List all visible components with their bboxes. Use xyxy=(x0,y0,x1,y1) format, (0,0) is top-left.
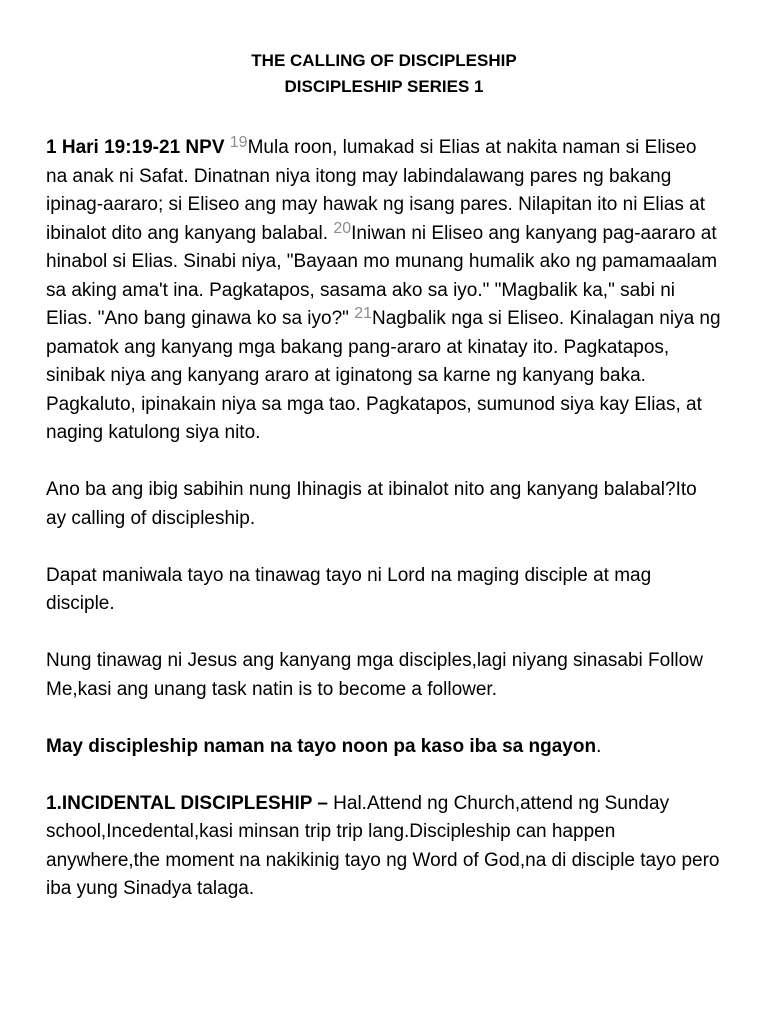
incidental-text: Hal.Attend ng Church,attend ng Sunday school,Incedental,kasi minsan trip trip lang.Discipleship can happen anywhere,the moment na nakikinig tayo ng Word of God,na di disciple tayo pero iba yung Sinadya talaga. xyxy=(46,792,720,899)
bold-statement: May discipleship naman na tayo noon pa kaso iba sa ngayon xyxy=(46,735,597,757)
paragraph-discipleship-noon xyxy=(46,733,722,762)
document-title xyxy=(46,48,722,100)
verse-number-20: 20 xyxy=(333,219,352,237)
title-line-1: THE CALLING OF DISCIPLESHIP xyxy=(251,51,517,70)
title-line-2: DISCIPLESHIP SERIES 1 xyxy=(284,77,484,96)
verse-text-21: Nagbalik nga si Eliseo. Kinalagan niya ng pamatok ang kanyang mga bakang pang-araro at kinatay ito. Pagkatapos, sinibak niya ang kanyang araro at iginatong sa karne ng kanyang baka. Pagkaluto, ipinakain niya sa mga tao. Pagkatapos, sumunod siya kay Elias, at naging katulong siya nito. xyxy=(46,308,721,443)
verse-number-21: 21 xyxy=(354,305,372,322)
verse-text-20: Iniwan ni Eliseo ang kanyang pag-aararo at hinabol si Elias. Sinabi niya, "Bayaan mo munang humalik ako ng pamamaalam sa aking ama't ina. Pagkatapos, sasama ako sa iyo." "Magbalik ka," sabi ni Elias. "Ano bang ginawa ko sa iyo?" xyxy=(46,222,718,329)
paragraph-tinawag: Dapat maniwala tayo na tinawag tayo ni Lord na maging disciple at mag disciple. xyxy=(46,564,652,614)
verse-text-19: Mula roon, lumakad si Elias at nakita naman si Eliseo na anak ni Safat. Dinatnan niya itong may labindalawang pares ng bakang ipinag-aararo; si Eliseo ang may hawak ng isang pares. Nilapitan ito ni Elias at ibinalot dito ang kanyang balabal. xyxy=(46,137,706,244)
verse-number-19: 19 xyxy=(229,134,248,151)
scripture-reference: 1 Hari 19:19-21 NPV xyxy=(46,137,225,158)
paragraph-follow-me: Nung tinawag ni Jesus ang kanyang mga disciples,lagi niyang sinasabi Follow Me,kasi ang unang task natin is to become a follower. xyxy=(46,650,703,700)
statement-period: . xyxy=(596,735,602,757)
scripture-passage xyxy=(46,134,722,448)
incidental-heading: 1.INCIDENTAL DISCIPLESHIP – xyxy=(46,792,334,814)
paragraph-incidental-discipleship xyxy=(46,790,722,904)
paragraph-balabal-question: Ano ba ang ibig sabihin nung Ihinagis at ibinalot nito ang kanyang balabal?Ito ay calling of discipleship. xyxy=(46,479,697,529)
